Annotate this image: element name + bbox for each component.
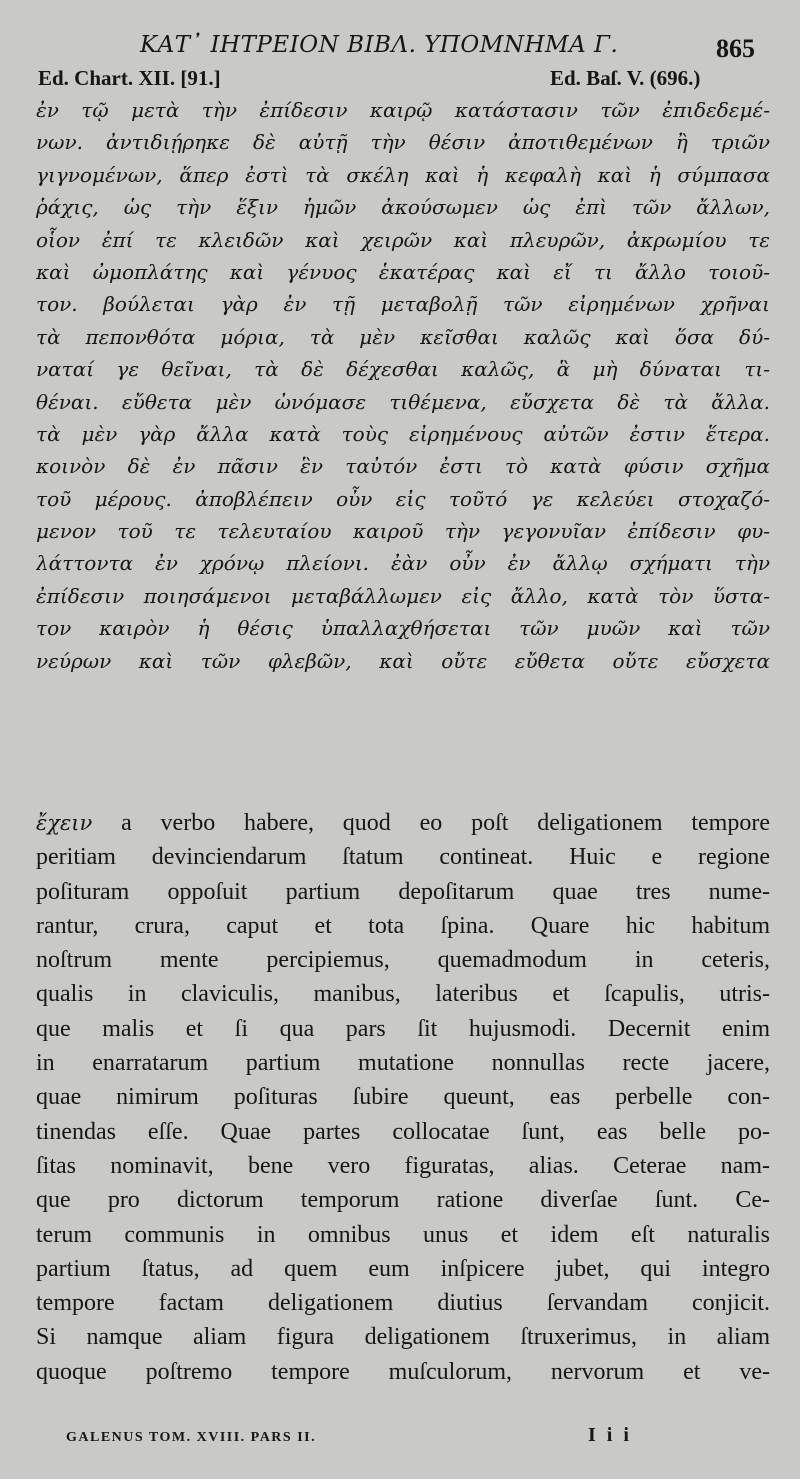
latin-line: que pro dictorum temporum ratione diverſae ſunt. Ce- [36,1187,770,1214]
greek-line: νων. ἀντιδιῄρηκε δὲ αὐτῇ τὴν θέσιν ἀποτιθεμένων ἢ τριῶν [36,130,770,155]
greek-text-block [36,94,770,677]
latin-line [36,806,770,840]
greek-line: τὰ πεπονθότα μόρια, τὰ μὲν κεῖσθαι καλῶς καὶ ὅσα δύ- [36,324,770,349]
greek-line: ἐν τῷ μετὰ τὴν ἐπίδεσιν καιρῷ κατάστασιν τῶν ἐπιδεδεμέ- [36,98,770,122]
latin-line: Si namque aliam figura deligationem ſtruxerimus, in aliam [36,1324,770,1351]
latin-line-text: a verbo habere, quod eo poſt deligationem tempore [92,810,770,836]
latin-line: tempore factam deligationem diutius ſervandam conjicit. [36,1290,770,1317]
greek-line: τοῦ μέρους. ἀποβλέπειν οὖν εἰς τοῦτό γε κελεύει στοχαζό- [36,486,770,511]
latin-line: noſtrum mente percipiemus, quemadmodum in ceteris, [36,947,770,974]
greek-line: λάττοντα ἐν χρόνῳ πλείονι. ἐὰν οὖν ἐν ἄλλῳ σχήματι τὴν [36,551,770,576]
greek-line: θέναι. εὔθετα μὲν ὠνόμασε τιθέμενα, εὔσχετα δὲ τὰ ἄλλα. [36,389,770,414]
footer-signature: GALENUS TOM. XVIII. PARS II. [66,1430,317,1445]
latin-line: tinendas eſſe. Quae partes collocatae ſunt, eas belle po- [36,1118,770,1145]
latin-line: quae nimirum poſituras ſubire queunt, eas perbelle con- [36,1084,770,1111]
greek-line: ῥάχις, ὡς τὴν ἕξιν ἡμῶν ἀκούσωμεν ὡς ἐπὶ τῶν ἄλλων, [36,195,770,220]
latin-line: que malis et ſi qua pars ſit hujusmodi. Decernit enim [36,1015,770,1042]
latin-line: quoque poſtremo tempore muſculorum, nervorum et ve- [36,1358,770,1385]
latin-line: in enarratarum partium mutatione nonnullas recte jacere, [36,1050,770,1077]
page-header [0,30,800,70]
running-title: ΚΑΤ᾽ ΙΗΤΡΕΙΟΝ ΒΙΒΛ. ΥΠΟΜΝΗΜΑ Γ. [140,32,619,58]
greek-line: τον. βούλεται γὰρ ἐν τῇ μεταβολῇ τῶν εἰρημένων χρῆναι [36,292,770,317]
greek-line: γιγνομένων, ἅπερ ἐστὶ τὰ σκέλη καὶ ἡ κεφαλὴ καὶ ἡ σύμπασα [36,162,770,187]
greek-line: κοινὸν δὲ ἐν πᾶσιν ἓν ταὐτόν ἐστι τὸ κατὰ φύσιν σχῆμα [36,454,770,479]
greek-line: ναταί γε θεῖναι, τὰ δὲ δέχεσθαι καλῶς, ἃ μὴ δύναται τι- [36,357,770,382]
greek-line: μενον τοῦ τε τελευταίου καιροῦ τὴν γεγονυῖαν ἐπίδεσιν φυ- [36,519,770,544]
greek-line: οἷον ἐπί τε κλειδῶν καὶ χειρῶν καὶ πλευρῶν, ἀκρωμίου τε [36,227,770,252]
latin-line: poſituram oppoſuit partium depoſitarum quae tres nume- [36,878,770,905]
edition-reference-right: Ed. Baſ. V. (696.) [550,66,701,90]
greek-line: καὶ ὠμοπλάτης καὶ γένυος ἑκατέρας καὶ εἴ τι ἄλλο τοιοῦ- [36,259,770,284]
latin-line: rantur, crura, caput et tota ſpina. Quare hic habitum [36,912,770,939]
latin-line: qualis in claviculis, manibus, lateribus et ſcapulis, utris- [36,981,770,1008]
page-number: 865 [716,34,755,63]
greek-line: τον καιρὸν ἡ θέσις ὑπαλλαχθήσεται τῶν μυῶν καὶ τῶν [36,616,770,641]
latin-line: peritiam devinciendarum ſtatum contineat. Huic e regione [36,844,770,871]
greek-line: νεύρων καὶ τῶν φλεβῶν, καὶ οὔτε εὔθετα οὔτε εὔσχετα [36,648,770,673]
latin-line: ſitas nominavit, bene vero figuratas, alias. Ceterae nam- [36,1152,770,1179]
latin-line: partium ſtatus, ad quem eum inſpicere jubet, qui integro [36,1255,770,1282]
greek-line: ἐπίδεσιν ποιησάμενοι μεταβάλλωμεν εἰς ἄλλο, κατὰ τὸν ὕστα- [36,583,770,608]
greek-line: τὰ μὲν γὰρ ἄλλα κατὰ τοὺς εἰρημένους αὐτῶν ἐστιν ἕτερα. [36,421,770,446]
footer-gathering-mark: I i i [588,1424,632,1446]
edition-reference-left: Ed. Chart. XII. [91.] [38,66,221,90]
latin-line: terum communis in omnibus unus et idem eſt naturalis [36,1221,770,1248]
greek-term: ἔχειν [36,811,93,835]
latin-text-block [36,806,770,1389]
